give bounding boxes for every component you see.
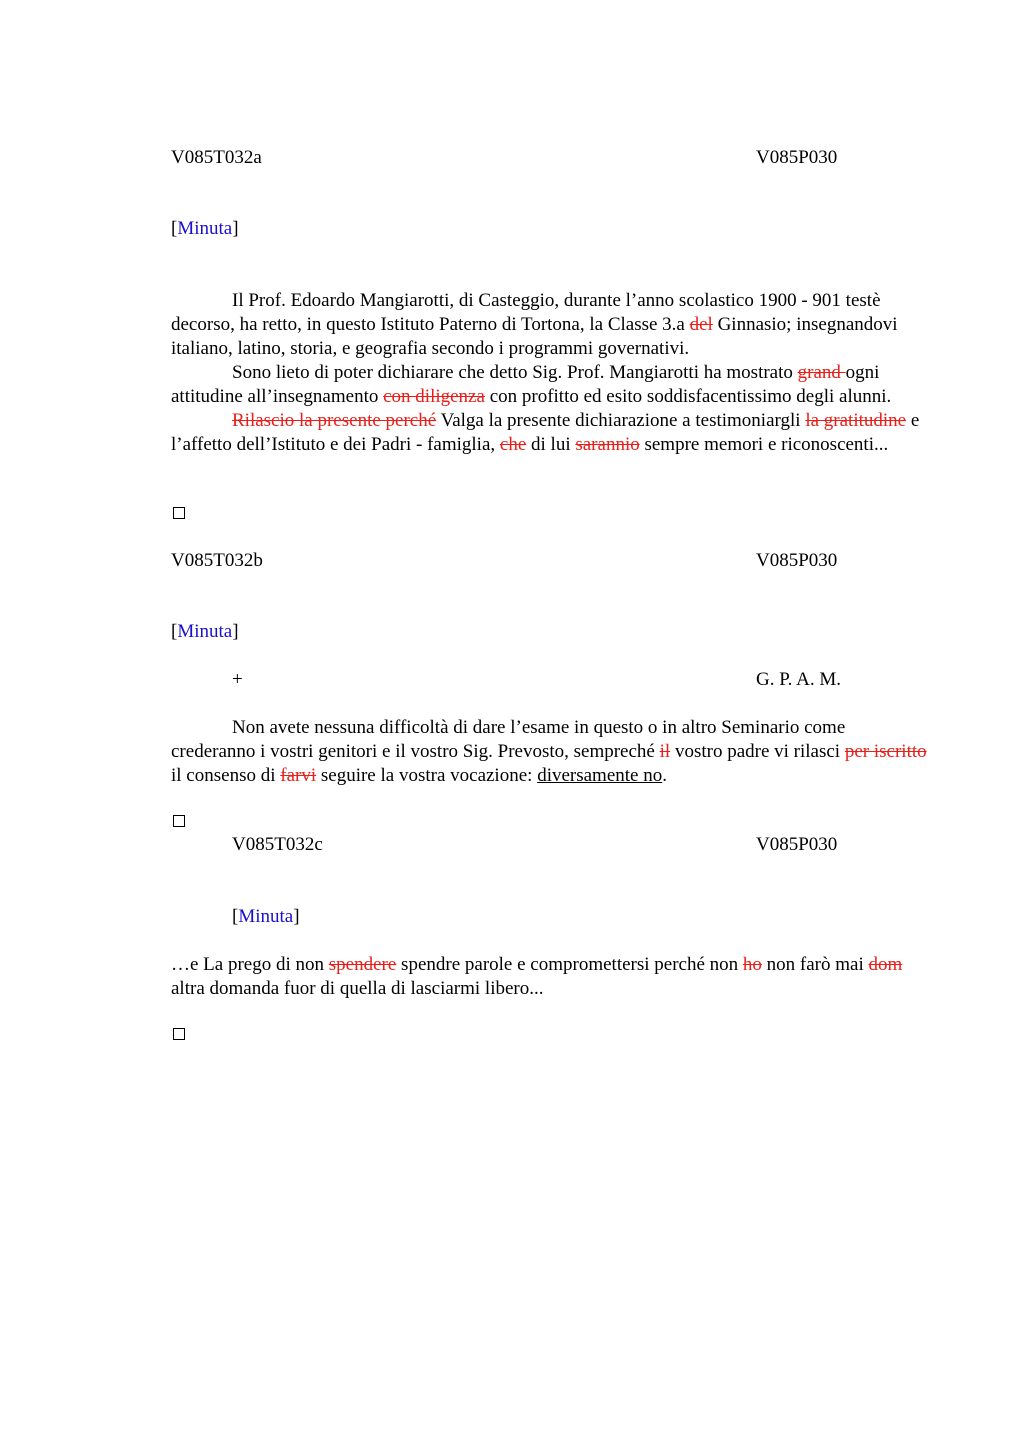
doc-id-left: V085T032a [171,147,262,168]
paragraph [171,953,927,1001]
text-run: Il Prof. Edoardo Mangiarotti, di Casteggio, durante l’anno scolastico 1900 - 901 testè decorso, ha retto, in questo Istituto Paterno di Tortona, la Classe 3.a [171,290,881,335]
minuta-link[interactable]: Minuta [238,906,294,927]
text-run: sempre memori e riconoscenti... [639,434,889,455]
deleted-text: ho [742,954,762,975]
deleted-text: del [689,314,713,335]
underlined-text: diversamente no [537,765,663,786]
cross-symbol: + [232,669,243,690]
deleted-text: sarannio [575,434,640,455]
deleted-text: Rilascio la presente perché [232,410,437,431]
deleted-text: dom [868,954,903,975]
text-run: con profitto ed esito soddisfacentissimo degli alunni. [484,386,892,407]
text-run: e l’affetto dell’Istituto e dei Padri - famiglia, [171,410,920,455]
text-run: ogni attitudine all’insegnamento [171,362,880,407]
end-marker-box [173,1028,185,1040]
minuta-link[interactable]: Minuta [177,621,233,642]
deleted-text: il [659,741,671,762]
text-run: di lui [526,434,576,455]
text-run: il consenso di [171,765,281,786]
paragraph [171,289,927,361]
doc-id-left: V085T032c [232,834,323,855]
deleted-text: spendere [328,954,397,975]
text-run: . [662,765,667,786]
deleted-text: per iscritto [844,741,927,762]
doc-id-left: V085T032b [171,550,263,571]
gpam-heading: G. P. A. M. [756,669,841,690]
text-run: non farò mai [761,954,869,975]
minuta-label: [Minuta] [232,906,300,927]
deleted-text: grand [797,362,846,383]
end-marker-box [173,507,185,519]
paragraph [171,716,927,788]
letter-body [171,289,927,457]
end-marker-box [173,815,185,827]
doc-id-right: V085P030 [756,147,838,168]
paragraph [171,409,927,457]
deleted-text: la gratitudine [805,410,907,431]
paragraph [171,361,927,409]
deleted-text: che [499,434,527,455]
minuta-link[interactable]: Minuta [177,218,233,239]
text-run: Sono lieto di poter dichiarare che detto Sig. Prof. Mangiarotti ha mostrato [232,362,798,383]
deleted-text: farvi [280,765,317,786]
text-run: Non avete nessuna difficoltà di dare l’esame in questo o in altro Seminario come crederanno i vostri genitori e il vostro Sig. Prevosto, sempreché [171,717,846,762]
minuta-label: [Minuta] [171,218,239,239]
text-run: spendre parole e compromettersi perché non [396,954,743,975]
text-run: vostro padre vi rilasci [670,741,845,762]
text-run: Valga la presente dichiarazione a testimoniargli [436,410,806,431]
doc-id-right: V085P030 [756,550,838,571]
letter-body [171,716,927,788]
doc-id-right: V085P030 [756,834,838,855]
text-run: …e La prego di non [171,954,329,975]
deleted-text: con diligenza [383,386,485,407]
text-run: Ginnasio; insegnandovi italiano, latino, storia, e geografia secondo i programmi governativi. [171,314,898,359]
minuta-label: [Minuta] [171,621,239,642]
letter-body [171,953,927,1001]
text-run: seguire la vostra vocazione: [316,765,538,786]
text-run: altra domanda fuor di quella di lasciarmi libero... [171,978,544,999]
